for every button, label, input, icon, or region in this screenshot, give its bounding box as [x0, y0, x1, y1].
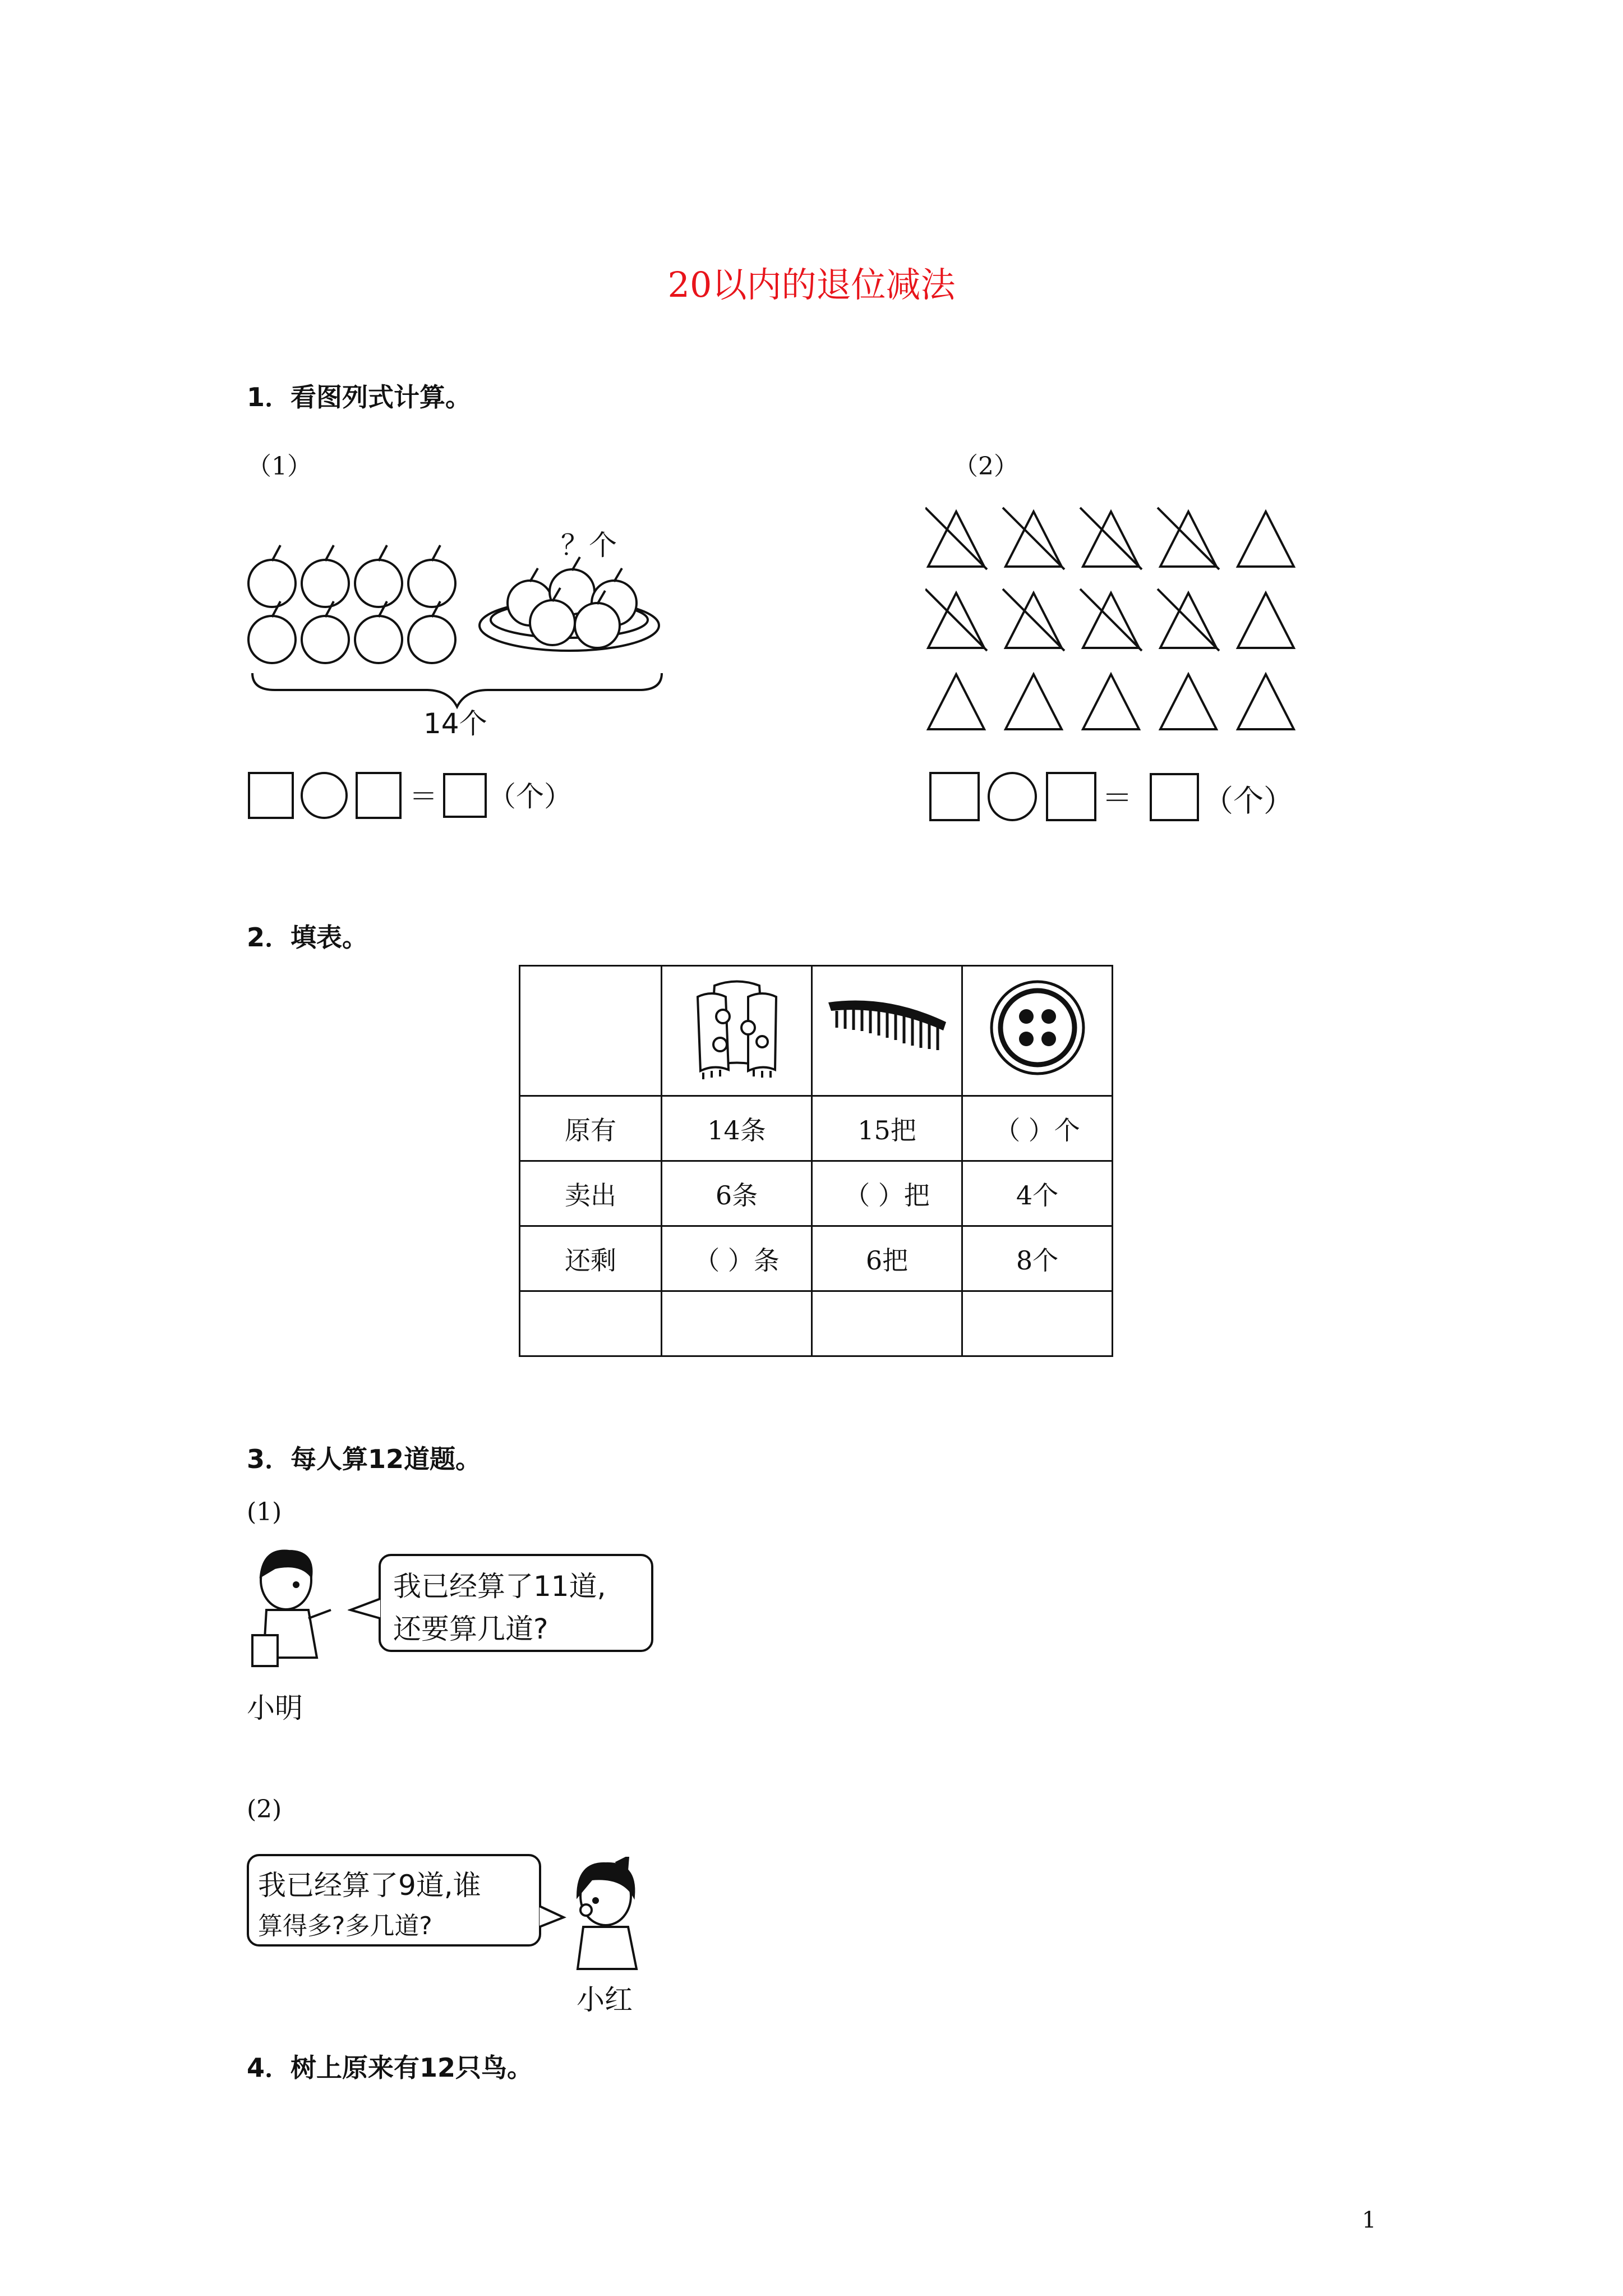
table-cell: （ ）个	[962, 1096, 1113, 1161]
page-number: 1	[1362, 2207, 1376, 2233]
bubble-line: 还要算几道?	[393, 1613, 548, 1645]
comb-icon	[820, 983, 955, 1073]
speech-bubble-xiaohong	[247, 1854, 541, 1947]
question-2-heading: 2．填表。	[247, 922, 368, 953]
table-cell: （ ）把	[812, 1161, 962, 1226]
crossed-triangle	[1003, 508, 1064, 569]
crossed-triangle	[1158, 589, 1219, 651]
item-towel-cell	[662, 966, 812, 1096]
unit-label: （个）	[488, 780, 572, 813]
crossed-triangle	[1080, 508, 1142, 569]
row-label: 原有	[520, 1096, 662, 1161]
unknown-label: ？个	[561, 529, 617, 562]
triangles-figure	[925, 505, 1312, 740]
operator-circle	[302, 773, 347, 818]
crossed-triangle	[1080, 589, 1142, 651]
row-label: 卖出	[520, 1161, 662, 1226]
table-row	[520, 1226, 1113, 1291]
item-comb-cell	[812, 966, 962, 1096]
question-3-heading: 3．每人算12道题。	[247, 1444, 482, 1474]
table-cell: 6条	[662, 1161, 812, 1226]
row-label: 还剩	[520, 1226, 662, 1291]
crossed-triangle	[1158, 508, 1219, 569]
table-cell	[962, 1291, 1113, 1356]
table-header-row	[520, 966, 1113, 1096]
question-4-heading: 4．树上原来有12只鸟。	[247, 2053, 533, 2083]
total-label: 14个	[423, 707, 487, 740]
triangle	[1238, 512, 1294, 567]
girl-illustration	[561, 1857, 656, 1991]
bubble-line: 我已经算了9道,谁	[258, 1869, 481, 1902]
table-cell: 6把	[812, 1226, 962, 1291]
triangle	[1160, 674, 1216, 729]
answer-box	[1047, 773, 1095, 820]
speech-bubble-xiaoming	[379, 1554, 653, 1652]
answer-box	[930, 773, 979, 820]
triangle	[1238, 593, 1294, 648]
plate-of-apples	[479, 557, 659, 651]
table-cell	[520, 1291, 662, 1356]
answer-box	[249, 773, 293, 818]
crossed-triangle	[925, 508, 987, 569]
triangle	[1083, 674, 1139, 729]
table-row	[520, 1096, 1113, 1161]
boy-illustration	[241, 1545, 336, 1686]
triangle	[1006, 674, 1062, 729]
crossed-triangle	[925, 589, 987, 651]
table-empty-row	[520, 1291, 1113, 1356]
towel-icon	[681, 974, 793, 1081]
question-1-heading: 1．看图列式计算。	[247, 382, 472, 412]
table-cell: 4个	[962, 1161, 1113, 1226]
table-cell	[662, 1291, 812, 1356]
table-cell: （ ）条	[662, 1226, 812, 1291]
table-cell: 14条	[662, 1096, 812, 1161]
table-cell: 8个	[962, 1226, 1113, 1291]
bubble-line: 算得多?多几道?	[258, 1912, 432, 1940]
name-xiaohong: 小红	[577, 1984, 633, 2016]
answer-box	[1150, 773, 1199, 821]
answer-box	[357, 773, 400, 818]
q1-part2-label: （2）	[953, 452, 1018, 481]
bubble-tail	[348, 1593, 381, 1627]
bubble-line: 我已经算了11道,	[393, 1570, 606, 1603]
button-icon	[984, 974, 1091, 1081]
q3-part1-label: (1)	[247, 1498, 282, 1526]
apple-grid	[248, 545, 455, 663]
triangle	[1238, 674, 1294, 729]
equals-sign: ＝	[409, 780, 437, 813]
name-xiaoming: 小明	[247, 1692, 303, 1724]
q1-part1-label: （1）	[247, 452, 312, 481]
equals-sign: ＝	[1102, 780, 1132, 816]
crossed-triangle	[1003, 589, 1064, 651]
item-button-cell	[962, 966, 1113, 1096]
unit-label: （个）	[1203, 783, 1294, 818]
page-title: 20以内的退位减法	[667, 264, 956, 305]
q3-part2-label: (2)	[247, 1795, 282, 1824]
answer-box	[443, 773, 487, 818]
table-row	[520, 1161, 1113, 1226]
table-cell	[812, 1291, 962, 1356]
table-cell: 15把	[812, 1096, 962, 1161]
operator-circle	[989, 773, 1036, 820]
fill-in-table	[519, 965, 1113, 1357]
triangle	[928, 674, 984, 729]
table-corner-cell	[520, 966, 662, 1096]
